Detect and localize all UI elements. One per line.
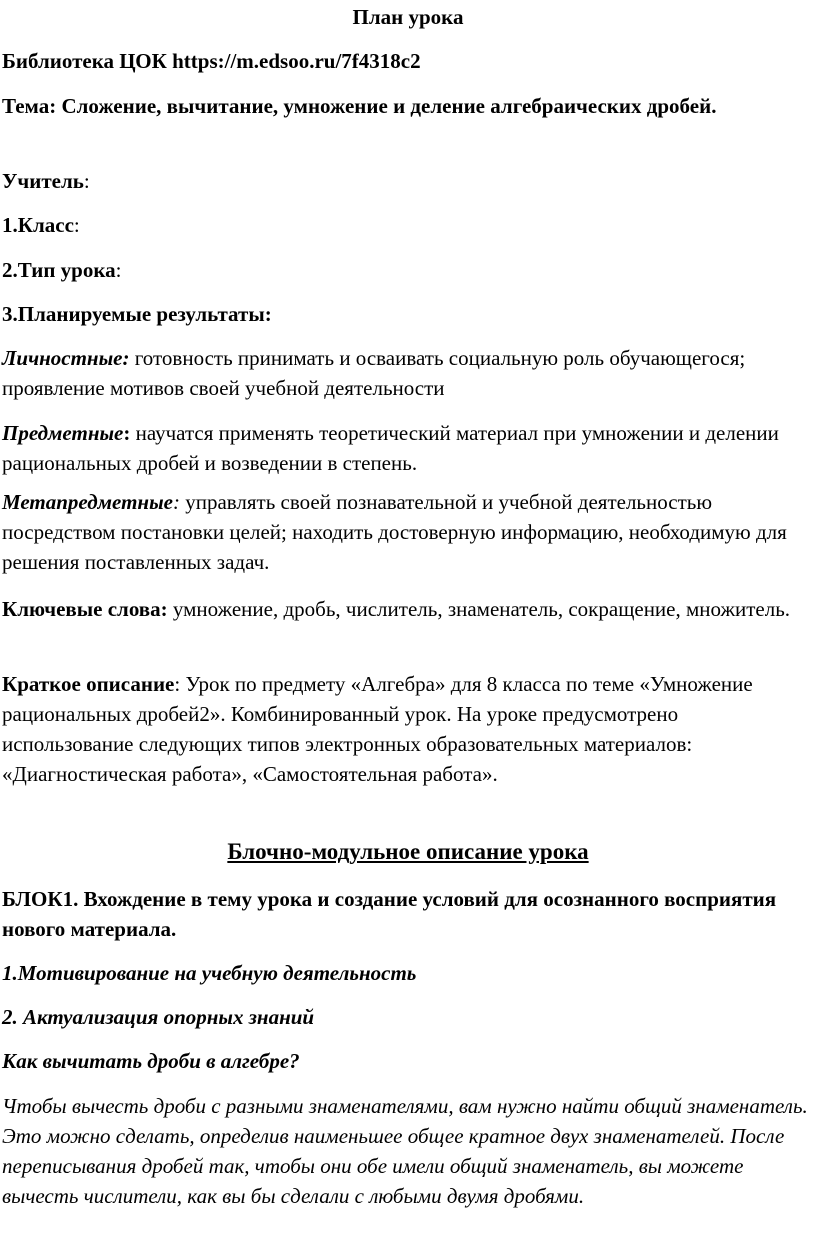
keywords-text: умножение, дробь, числитель, знаменатель, сокращение, множитель.	[172, 597, 791, 621]
block1-title	[2, 884, 814, 944]
library-label: Библиотека ЦОК	[2, 49, 167, 73]
lesson-type-label: 2.Тип урока	[2, 258, 116, 282]
class-colon: :	[73, 213, 80, 237]
subject-text: научатся применять теоретический материал при умножении и делении рациональных дробей и возведении в степень.	[2, 421, 779, 475]
personal-text: готовность принимать и осваивать социальную роль обучающегося; проявление мотивов своей учебной деятельности	[2, 346, 746, 400]
class-field	[2, 210, 814, 240]
results-heading	[2, 299, 814, 329]
teacher-colon: :	[83, 169, 90, 193]
question-text: Как вычитать дроби в алгебре?	[2, 1049, 300, 1073]
library-line	[2, 46, 814, 76]
results-heading-text: 3.Планируемые результаты:	[2, 302, 272, 326]
actualization-heading	[2, 1002, 814, 1032]
topic-line	[2, 91, 814, 121]
subject-label: Предметные	[2, 421, 124, 445]
topic-text: Сложение, вычитание, умножение и деление алгебраических дробей.	[61, 94, 717, 118]
module-heading	[2, 837, 814, 867]
meta-results	[2, 487, 814, 577]
actualization-text: 2. Актуализация опорных знаний	[2, 1005, 315, 1029]
topic-label: Тема:	[2, 94, 57, 118]
personal-label: Личностные:	[2, 346, 130, 370]
question-heading	[2, 1046, 814, 1076]
meta-text: управлять своей познавательной и учебной деятельностью посредством постановки целей; находить достоверную информацию, необходимую для решения поставленных задач.	[2, 490, 787, 574]
motivation-heading	[2, 958, 814, 988]
class-label: 1.Класс	[2, 213, 74, 237]
teacher-label: Учитель	[2, 169, 84, 193]
motivation-text: 1.Мотивирование на учебную деятельность	[2, 961, 417, 985]
meta-colon: :	[172, 490, 180, 514]
lesson-type-colon: :	[115, 258, 122, 282]
page-title	[2, 2, 814, 32]
block1-title-text: БЛОК1. Вхождение в тему урока и создание условий для осознанного восприятия нового материала.	[2, 887, 777, 941]
short-description-text: : Урок по предмету «Алгебра» для 8 класса по теме «Умножение рациональных дробей2». Комбинированный урок. На уроке предусмотрено использование следующих типов электронных образовательных материалов: «Диагностическая работа», «Самостоятельная работа».	[2, 672, 753, 786]
short-description-label: Краткое описание	[2, 672, 175, 696]
module-heading-text: Блочно-модульное описание урока	[227, 839, 589, 864]
subject-colon: :	[123, 421, 131, 445]
answer-text: Чтобы вычесть дроби с разными знаменателями, вам нужно найти общий знаменатель. Это можно сделать, определив наименьшее общее кратное двух знаменателей. После переписывания дробей так, чтобы они обе имели общий знаменатель, вы можете вычесть числители, как вы бы сделали с любыми двумя дробями.	[2, 1094, 808, 1208]
keywords-label: Ключевые слова:	[2, 597, 168, 621]
lesson-type-field	[2, 255, 814, 285]
personal-results	[2, 343, 814, 403]
subject-results	[2, 418, 814, 478]
meta-label: Метапредметные	[2, 490, 173, 514]
page-title-text: План урока	[352, 5, 464, 29]
answer-paragraph	[2, 1091, 814, 1211]
keywords	[2, 594, 814, 624]
teacher-field	[2, 166, 814, 196]
library-url[interactable]: https://m.edsoo.ru/7f4318c2	[172, 49, 421, 73]
short-description	[2, 669, 814, 789]
